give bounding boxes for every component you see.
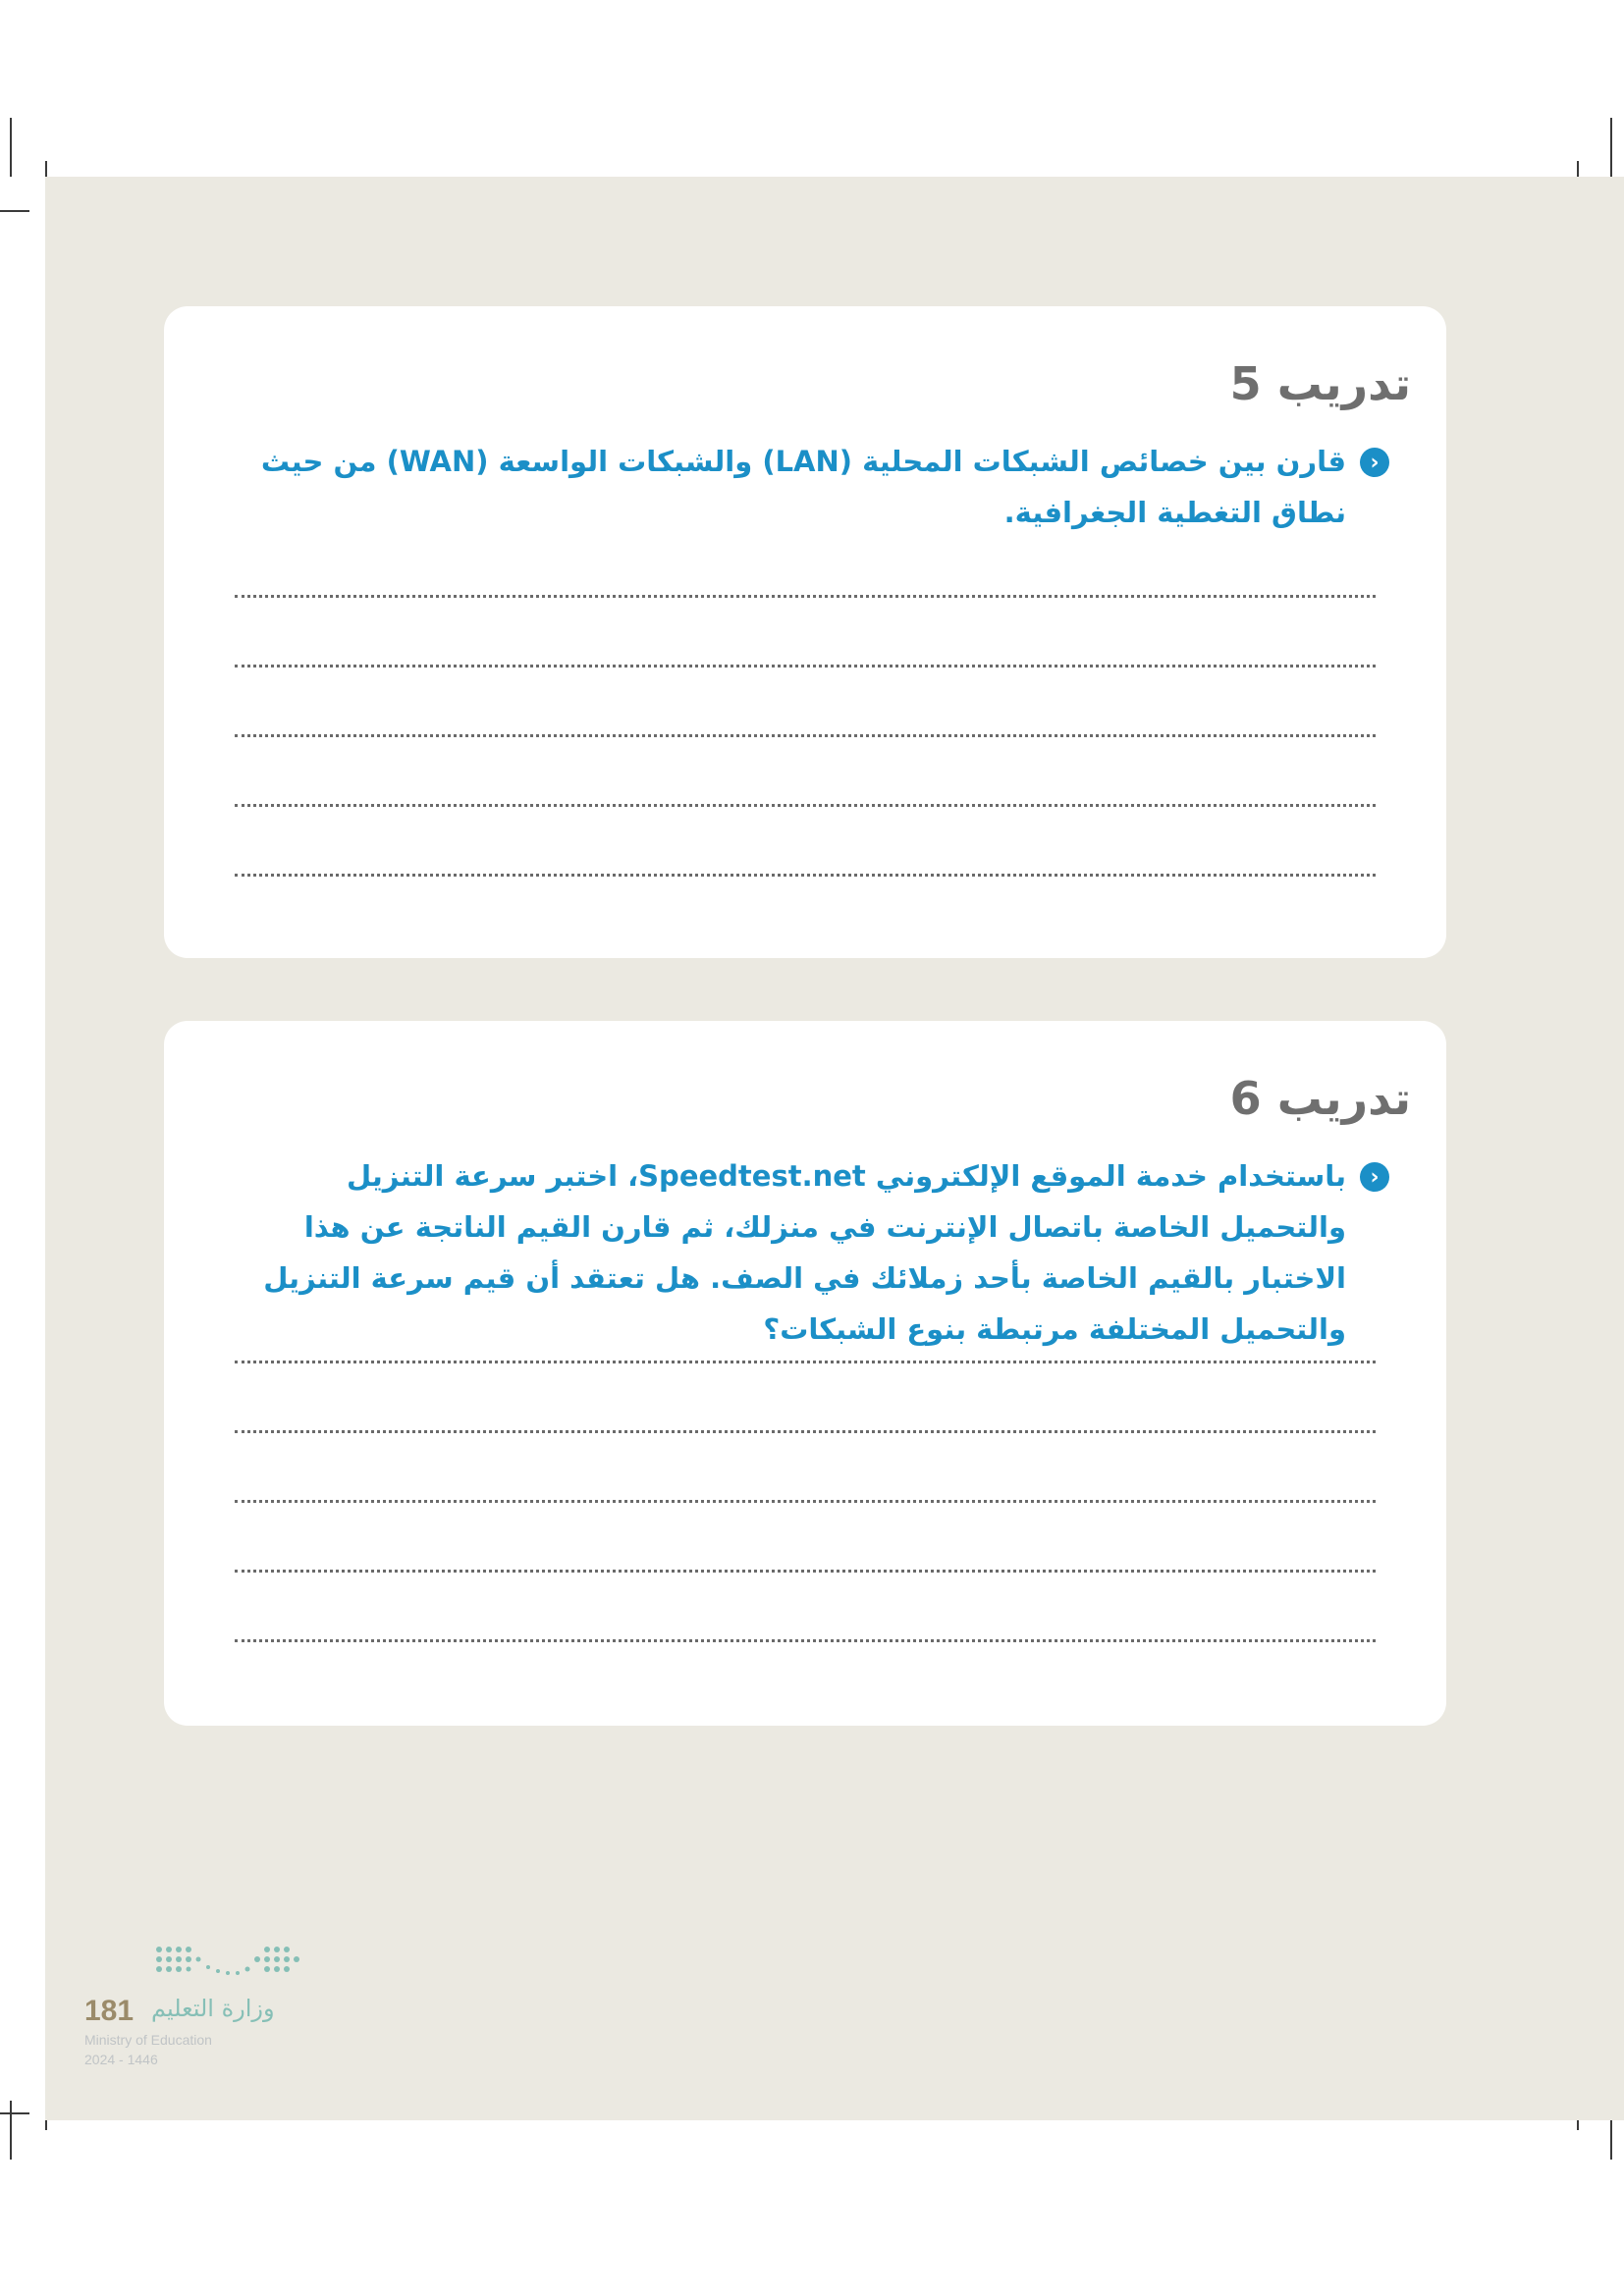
answer-line[interactable]: [235, 1637, 1376, 1642]
ministry-name-arabic: وزارة التعليم: [151, 1995, 275, 2022]
page-number: 181: [84, 1995, 135, 2027]
answer-line[interactable]: [235, 1428, 1376, 1433]
answer-line[interactable]: [235, 1568, 1376, 1573]
answer-lines: [235, 1359, 1376, 1707]
answer-lines: [235, 593, 1376, 941]
trim-mark: [0, 2112, 29, 2114]
trim-mark: [0, 210, 29, 212]
question-text: باستخدام خدمة الموقع الإلكتروني Speedtest.net، اختبر سرعة التنزيل والتحميل الخاصة باتصال الإنترنت في منزلك، ثم قارن القيم الناتجة عن هذا الاختبار بالقيم الخاصة بأحد زملائك في الصف. هل تعتقد أن قيم سرعة التنزيل والتحميل المختلفة مرتبطة بنوع الشبكات؟: [263, 1159, 1346, 1346]
exercise-card-6: [164, 1021, 1446, 1726]
question-text: قارن بين خصائص الشبكات المحلية (LAN) والشبكات الواسعة (WAN) من حيث نطاق التغطية الجغرافية.: [260, 445, 1346, 529]
page-footer: [84, 1944, 320, 2081]
academic-year: 2024 - 1446: [84, 2052, 158, 2067]
chevron-left-icon: ‹: [1360, 1162, 1389, 1192]
exercise-title: تدريب 5: [1229, 357, 1411, 410]
question-block: [231, 1150, 1389, 1355]
answer-line[interactable]: [235, 802, 1376, 807]
exercise-card-5: [164, 306, 1446, 958]
answer-line[interactable]: [235, 1359, 1376, 1363]
ministry-name-english: Ministry of Education: [84, 2032, 212, 2048]
chevron-left-icon: ‹: [1360, 448, 1389, 477]
ministry-logo-icon: [153, 1944, 300, 1987]
answer-line[interactable]: [235, 872, 1376, 877]
exercise-title: تدريب 6: [1229, 1072, 1411, 1125]
trim-mark: [10, 118, 12, 177]
answer-line[interactable]: [235, 593, 1376, 598]
question-block: [231, 436, 1389, 538]
trim-mark: [10, 2101, 12, 2160]
answer-line[interactable]: [235, 732, 1376, 737]
answer-line[interactable]: [235, 663, 1376, 667]
answer-line[interactable]: [235, 1498, 1376, 1503]
trim-mark: [1610, 118, 1612, 177]
